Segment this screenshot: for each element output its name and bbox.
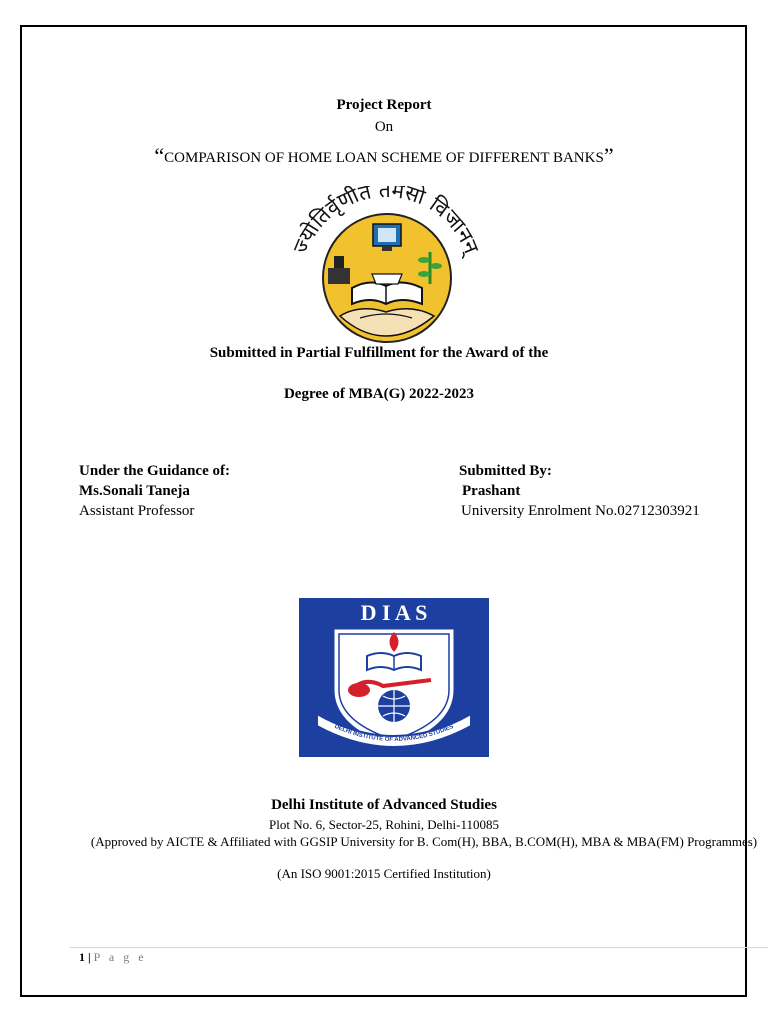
student-name: Prashant [462, 483, 521, 499]
guide-role: Assistant Professor [79, 503, 195, 519]
page-label: P a g e [93, 950, 147, 964]
page-number: 1 [79, 950, 85, 964]
heading-text: COMPARISON OF HOME LOAN SCHEME OF DIFFERENT BANKS [164, 150, 604, 166]
open-quote: “ [154, 143, 165, 168]
page-footer [79, 950, 147, 965]
submitted-line-2: Degree of MBA(G) 2022-2023 [283, 386, 475, 402]
dias-ribbon-text: DELHI INSTITUTE OF ADVANCED STUDIES [333, 723, 455, 744]
submitted-line-1: Submitted in Partial Fulfillment for the Award of the [209, 345, 549, 361]
emblem-motto: ज्योतिर्वृणीत तमसो विजानन् [290, 186, 482, 257]
institute-iso: (An ISO 9001:2015 Certified Institution) [277, 866, 491, 881]
enrolment-number: University Enrolment No.02712303921 [461, 503, 700, 519]
close-quote: ” [603, 143, 614, 168]
institute-address: Plot No. 6, Sector-25, Rohini, Delhi-110085 [269, 817, 499, 832]
university-emblem [290, 186, 482, 346]
guide-name: Ms.Sonali Taneja [79, 483, 190, 499]
footer-separator: | [88, 950, 91, 964]
submitted-by-label: Submitted By: [459, 463, 552, 479]
report-heading [0, 143, 768, 169]
guidance-label: Under the Guidance of: [79, 463, 230, 479]
dias-letters: D I A S [360, 600, 428, 625]
institute-name: Delhi Institute of Advanced Studies [271, 797, 497, 813]
dias-logo [299, 598, 489, 757]
report-title: Project Report [336, 97, 432, 113]
footer-divider [70, 947, 768, 948]
report-on: On [374, 119, 394, 135]
institute-approval: (Approved by AICTE & Affiliated with GGSIP University for B. Com(H), BBA, B.COM(H), MBA & MBA(FM) Programmes) [90, 834, 758, 849]
